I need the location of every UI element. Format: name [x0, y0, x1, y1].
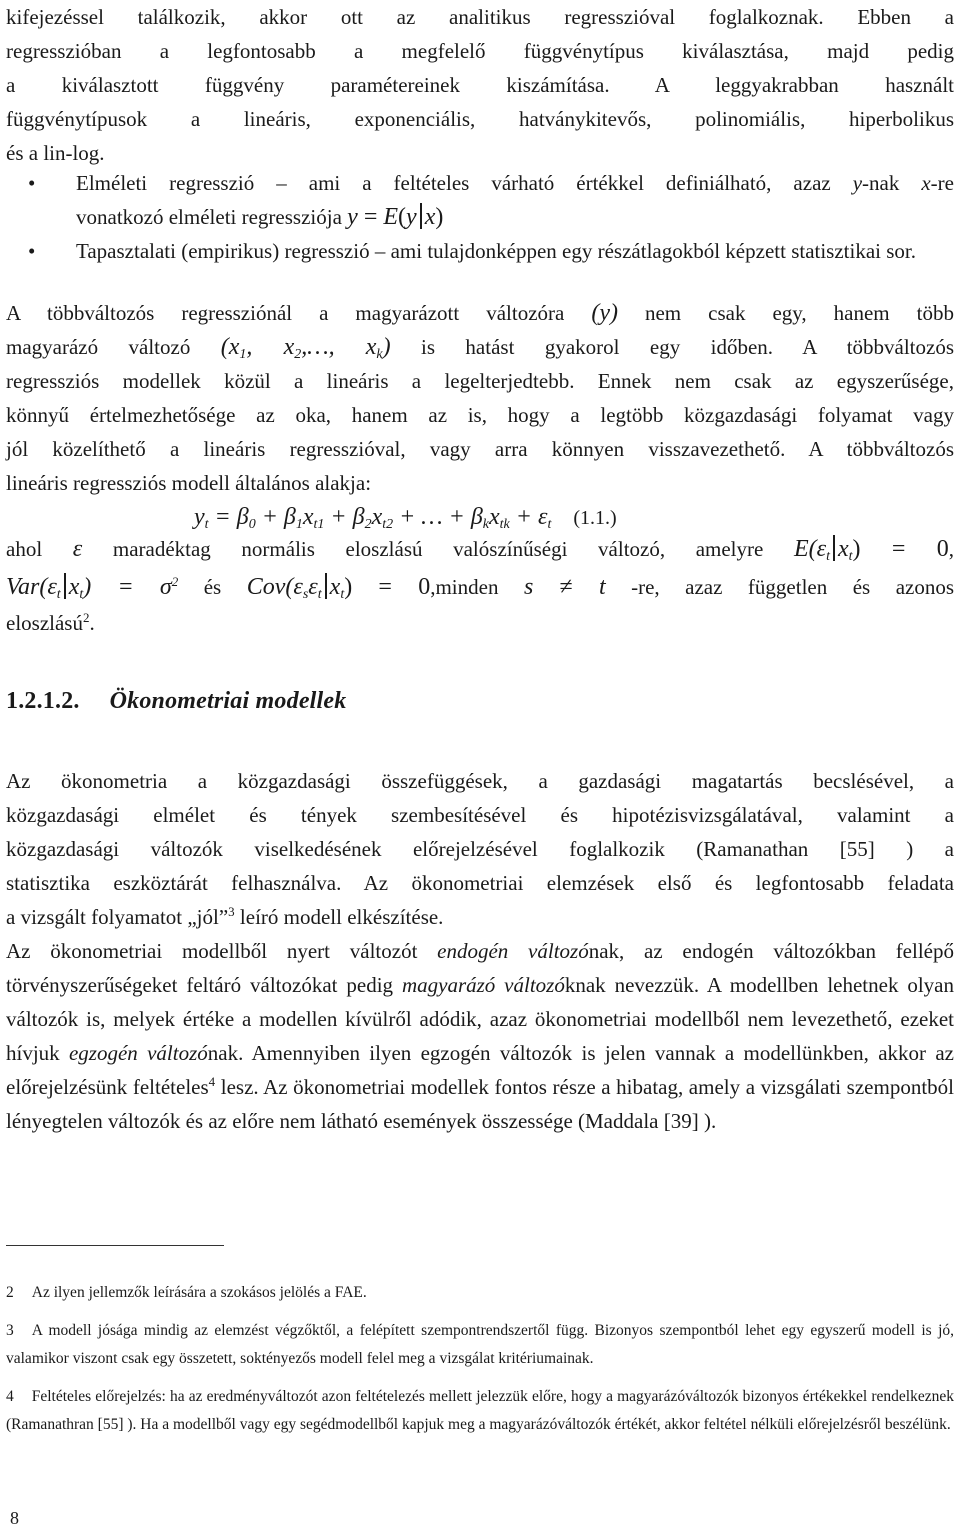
subscript: 1: [239, 347, 247, 362]
bullet-text: vonatkozó elméleti regressziója: [76, 205, 348, 229]
subscript: 0: [248, 517, 256, 532]
formula-part: Var(ε: [6, 574, 57, 600]
eq-part: = β: [208, 504, 249, 530]
text-line: a kiválasztott függvény paramétereinek kiszámítása. A leggyakrabban használt: [6, 73, 954, 97]
bullet-item-theoretical: [6, 166, 954, 234]
footnote-3: [6, 1317, 954, 1373]
symbol-neq: ≠: [533, 574, 599, 600]
formula-part: E: [383, 204, 399, 230]
formula-part: E(ε: [793, 536, 827, 562]
paragraph-error-term: [6, 530, 954, 640]
subscript: s: [302, 587, 309, 602]
text-line: és a lin-log.: [6, 141, 105, 165]
formula-regression: [347, 204, 443, 230]
subscript: 1: [295, 517, 303, 532]
text-span: magyarázó változó: [6, 335, 221, 359]
text-block: [6, 934, 954, 1138]
eq-part: x: [489, 504, 500, 530]
text-span: maradéktag normális eloszlású valószínűségi változó, amelyre: [82, 537, 794, 561]
footnote-text: Feltételes előrejelzés: ha az eredményváltozót azon feltételezés mellett jelezzük előre, hogy a magyarázóváltozók bizonyos értékekkel rendelkeznek (Ramanathran [55] ). Ha a modellből vagy egy segédmodellből kapjuk meg a magyarázóváltozók értékét, akkor feltétel nélküli előrejelzésről beszélünk.: [6, 1388, 954, 1433]
section-heading: [6, 688, 346, 715]
subscript: k: [482, 517, 490, 532]
eq-part: + … + β: [393, 504, 483, 530]
footnote-number: 4: [6, 1388, 14, 1405]
text-span: a vizsgált folyamatot „jól”: [6, 905, 229, 929]
subscript: t: [848, 549, 853, 564]
text-span: knak nevezzük. A modellben lehetnek olyan változók is, melyek értéke a modellen kívülről adódik, azaz ökonometriai modellből nem levezethető, ezeket hívjuk: [6, 973, 955, 1065]
formula-part: x: [837, 536, 849, 562]
term-explanatory: magyarázó változó: [401, 973, 565, 997]
text-line: [6, 530, 954, 568]
footnote-ref: 3: [228, 904, 235, 919]
text-span: eloszlású: [6, 611, 83, 635]
bullet-text: -nak: [862, 171, 922, 195]
bullet-marker: •: [28, 171, 36, 195]
symbol-s: s: [523, 574, 534, 600]
footnote-ref: 4: [208, 1074, 216, 1089]
text-span: -re, azaz független és azonos: [605, 575, 955, 599]
text-line: [6, 330, 954, 364]
formula-part: ε: [308, 574, 318, 600]
subscript: t: [317, 587, 322, 602]
formula-part: ) = 0: [344, 574, 431, 600]
bullet-text: -re: [930, 171, 954, 195]
text-span: nak. Amennyiben ilyen egzogén változók is jelen vannak a modellünkben, akkor az előrejelzésünk feltételes: [6, 1041, 954, 1099]
formula-part: x: [329, 574, 341, 600]
eq-part: y: [194, 504, 205, 530]
formula-x-vector: [221, 334, 391, 360]
text-span: .: [89, 611, 95, 635]
formula-part: =: [357, 204, 384, 230]
formula-y: (y): [591, 300, 618, 326]
text-line: közgazdasági elmélet és tények szembesítésével és hipotézisvizsgálatával, valamint a: [6, 803, 954, 827]
subscript: tk: [499, 517, 510, 532]
footnote-ref: 2: [82, 610, 90, 625]
text-line: lineáris regressziós modell általános alakja:: [6, 471, 372, 495]
footnote-number: 2: [6, 1284, 14, 1301]
symbol-epsilon: ε: [72, 536, 83, 562]
var-x: x: [921, 171, 931, 195]
bullet-line: [76, 166, 954, 200]
text-line: könnyű értelmezhetősége az oka, hanem az is, hogy a legtöbb közgazdasági folyamat vagy: [6, 403, 954, 427]
footnote-text: Az ilyen jellemzők leírására a szokásos jelölés a FAE.: [31, 1284, 367, 1301]
formula-part: Cov(ε: [246, 574, 303, 600]
bullet-text: Elméleti regresszió – ami a feltételes várható értékkel definiálható, azaz: [76, 171, 853, 195]
paragraph-econometrics: [6, 764, 954, 934]
eq-part: + β: [255, 504, 296, 530]
text-span: nem csak egy, hanem több: [617, 301, 954, 325]
text-span: ,: [948, 537, 955, 561]
text-span: és: [178, 575, 247, 599]
text-line: jól közelíthető a lineáris regresszióval, vagy arra könnyen visszavezethető. A többváltozós: [6, 437, 954, 461]
text-span: is hatást gyakorol egy időben. A többváltozós: [390, 335, 955, 359]
formula-part: x: [424, 204, 436, 230]
conditional-bar: [64, 573, 66, 599]
paragraph-intro: [6, 0, 954, 170]
superscript: 2: [171, 574, 179, 589]
formula-part: ,…, x: [301, 334, 377, 360]
footnotes: [6, 1279, 954, 1439]
formula-part: x: [68, 574, 80, 600]
formula-part: , x: [246, 334, 295, 360]
footnote-4: [6, 1383, 954, 1439]
subscript: 2: [294, 347, 302, 362]
formula-part: ): [382, 334, 391, 360]
subscript: t: [79, 587, 84, 602]
footnote-text: A modell jósága mindig az elemzést végzőktől, a felépített szempontrendszertől függ. Bizonyos szempontból lehet egy egyszerű modell is jó, valamikor viszont csak egy összetett, soktényezős modell felel meg a vizsgálat kritériumainak.: [6, 1322, 954, 1367]
text-line: [6, 900, 954, 934]
formula-variance: [6, 574, 178, 600]
formula-expectation: [794, 536, 949, 562]
text-line: regresszióban a legfontosabb a megfelelő függvénytípus kiválasztása, majd pedig: [6, 39, 954, 63]
equation-number: (1.1.): [573, 507, 617, 529]
symbol-t: t: [598, 574, 606, 600]
section-number: 1.2.1.2.: [6, 688, 80, 714]
conditional-bar: [833, 535, 835, 561]
formula-part: ) = 0: [852, 536, 949, 562]
subscript: t: [826, 549, 830, 564]
text-span: ahol: [6, 537, 73, 561]
text-line: közgazdasági változók viselkedésének előrejelzésével foglalkozik (Ramanathan [55] ) a: [6, 837, 954, 861]
text-line: regressziós modellek közül a lineáris a legelterjedtebb. Ennek nem csak az egyszerűsége,: [6, 369, 954, 393]
text-line: statisztika eszköztárát felhasználva. Az ökonometriai elemzések első és legfontosabb feladata: [6, 871, 954, 895]
conditional-bar: [325, 573, 327, 599]
text-line: [6, 606, 954, 640]
eq-part: x: [302, 504, 314, 530]
text-span: Az ökonometriai modellből nyert változót: [6, 939, 438, 963]
var-y: y: [852, 171, 863, 195]
bullet-marker: •: [28, 239, 36, 263]
formula-part: (x: [220, 334, 240, 360]
subscript: t: [340, 587, 345, 602]
eq-part: x: [371, 504, 383, 530]
text-span: A többváltozós regressziónál a magyarázott változóra: [6, 301, 592, 325]
text-span: ,minden: [430, 575, 524, 599]
paragraph-multivariate: [6, 296, 954, 500]
subscript: k: [376, 347, 383, 362]
text-span: lesz. Az ökonometriai modellek fontos része a hibatag, amely a vizsgálati szempontból lényegtelen változók és az előre nem látható események összessége (Maddala [39] ).: [6, 1075, 954, 1133]
eq-part: + β: [324, 504, 365, 530]
footnote-number: 3: [6, 1322, 14, 1339]
text-span: leíró modell elkészítése.: [234, 905, 444, 929]
text-span: nak, az endogén változókban fellépő törvényszerűségeket feltáró változókat pedig: [6, 939, 954, 997]
eq-part: + ε: [509, 504, 548, 530]
bullet-line: [76, 200, 954, 234]
bullet-text: Tapasztalati (empirikus) regresszió – ami tulajdonképpen egy részátlagokból képzett statisztikai sor.: [76, 239, 917, 263]
formula-covariance: [247, 574, 430, 600]
subscript: t: [204, 517, 209, 532]
subscript: 2: [364, 517, 372, 532]
term-endogenous: endogén változó: [437, 939, 589, 963]
subscript: t: [547, 517, 552, 532]
footnote-divider: [6, 1245, 224, 1246]
text-line: kifejezéssel találkozik, akkor ott az analitikus regresszióval foglalkoznak. Ebben a: [6, 5, 954, 29]
subscript: t2: [382, 517, 394, 532]
text-line: Az ökonometria a közgazdasági összefüggések, a gazdasági magatartás becslésével, a: [6, 769, 954, 793]
subscript: t: [56, 587, 61, 602]
formula-part: ): [435, 204, 444, 230]
text-line: [6, 568, 954, 606]
text-line: [6, 296, 954, 330]
subscript: t1: [313, 517, 325, 532]
conditional-bar: [420, 203, 422, 229]
bullet-item-empirical: [6, 234, 954, 268]
page-number: 8: [10, 1508, 19, 1528]
paragraph-variables: [6, 934, 954, 1138]
footnote-2: [6, 1279, 954, 1307]
term-exogenous: egzogén változó: [68, 1041, 208, 1065]
formula-part: y: [347, 204, 358, 230]
formula-part: y: [406, 204, 417, 230]
section-title: Ökonometriai modellek: [109, 688, 347, 714]
formula-part: (: [398, 204, 407, 230]
formula-part: ) = σ: [83, 574, 172, 600]
text-line: függvénytípusok a lineáris, exponenciális, hatványkitevős, polinomiális, hiperbolikus: [6, 107, 954, 131]
